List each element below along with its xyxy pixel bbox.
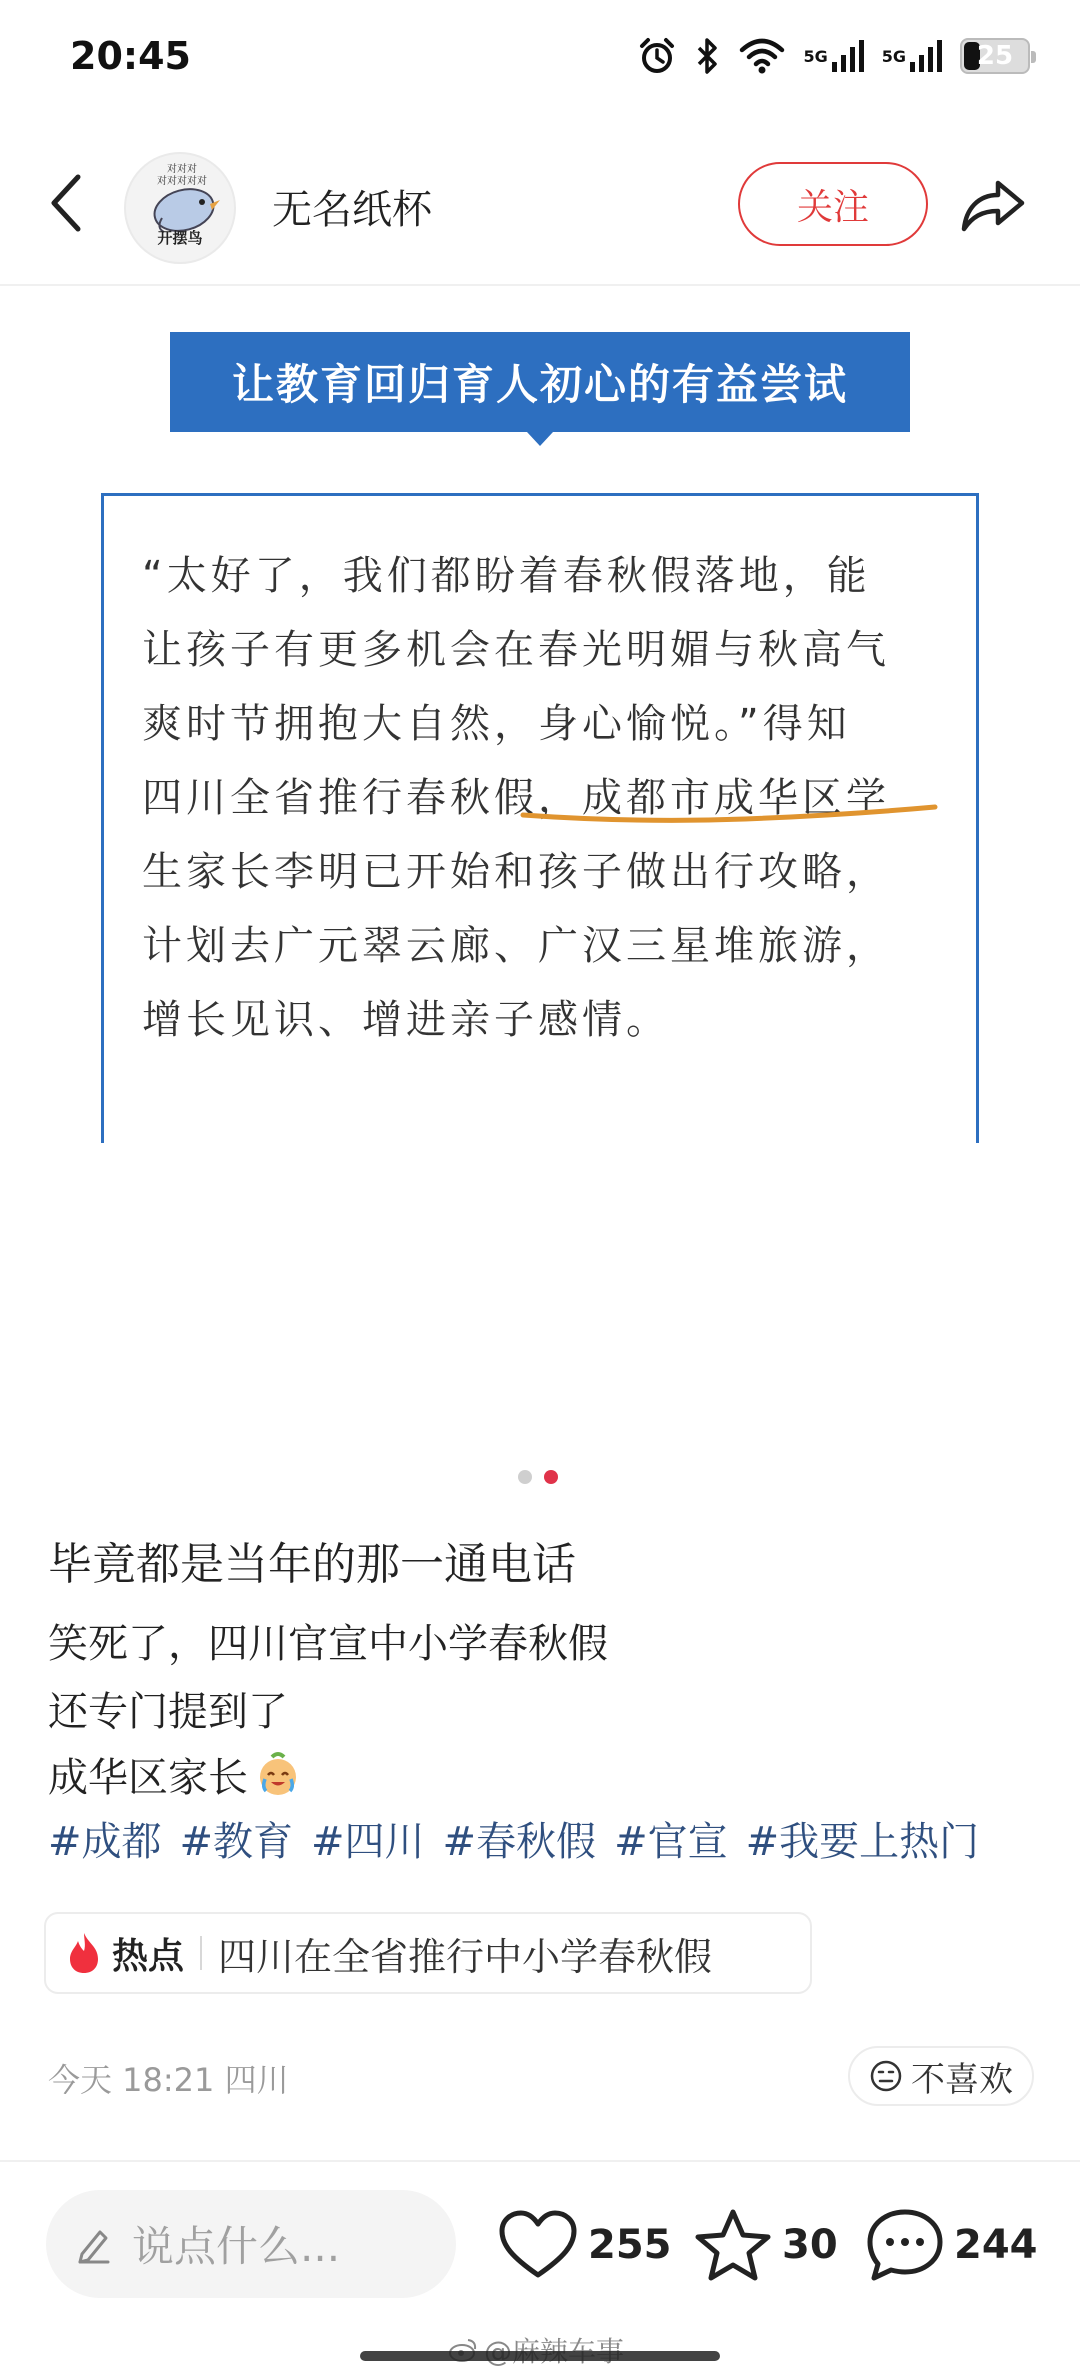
post-text-line: 笑死了，四川官宣中小学春秋假	[48, 1621, 608, 1667]
share-button[interactable]	[955, 170, 1031, 240]
banner-notch	[527, 432, 553, 446]
dislike-button[interactable]	[848, 2046, 1034, 2106]
crying-laughing-icon	[254, 1751, 302, 1799]
post-text-line: 还专门提到了	[48, 1689, 288, 1735]
flame-icon	[66, 1931, 102, 1975]
hashtag[interactable]: #官宣	[614, 1819, 728, 1865]
signal-5g-icon	[803, 38, 863, 74]
chevron-left-icon	[48, 173, 84, 233]
bluetooth-icon	[695, 36, 721, 76]
svg-text:对对对: 对对对	[167, 164, 197, 175]
banner-title: 让教育回归育人初心的有益尝试	[170, 332, 910, 432]
author-name[interactable]: 无名纸杯	[272, 187, 432, 233]
quote-line: 增长见识、增进亲子感情。	[142, 997, 670, 1043]
quote-line: 让孩子有更多机会在春光明媚与秋高气	[142, 627, 890, 673]
follow-button[interactable]: 关注	[738, 162, 928, 246]
neutral-face-icon	[869, 2059, 903, 2093]
pencil-icon	[74, 2224, 114, 2264]
battery-icon	[960, 38, 1030, 74]
avatar[interactable]	[124, 152, 236, 264]
pager-dot[interactable]	[518, 1470, 532, 1484]
watermark	[448, 2330, 624, 2370]
home-indicator[interactable]	[360, 2351, 720, 2361]
quote-line: 四川全省推行春秋假，成都市成华区学	[142, 775, 890, 821]
post-meta: 今天 18:21 四川	[48, 2061, 289, 2099]
quote-line: 计划去广元翠云廊、广汉三星堆旅游，	[142, 923, 890, 969]
comment-bubble-icon	[866, 2208, 944, 2282]
favorite-count: 30	[782, 2222, 838, 2268]
hashtag-list	[48, 1810, 979, 1867]
battery-level: 25	[976, 41, 1014, 71]
network-label: 5G	[881, 46, 906, 66]
divider	[0, 2160, 1080, 2162]
image-pager	[518, 1470, 558, 1484]
hot-topic-text: 四川在全省推行中小学春秋假	[218, 1934, 713, 1979]
comment-placeholder: 说点什么...	[132, 2222, 341, 2271]
post-title: 毕竟都是当年的那一通电话	[48, 1539, 576, 1590]
hot-topic-label: 热点	[112, 1935, 185, 1977]
quote-line: 爽时节拥抱大自然，身心愉悦。”得知	[142, 701, 851, 747]
comment-input[interactable]	[46, 2190, 456, 2298]
dislike-label: 不喜欢	[911, 2059, 1013, 2100]
post-image[interactable]	[0, 300, 1080, 1150]
quote-line: “太好了，我们都盼着春秋假落地，能	[142, 553, 871, 599]
svg-text:对对对对对: 对对对对对	[157, 176, 207, 187]
status-bar	[0, 0, 1080, 118]
hashtag[interactable]: #四川	[311, 1819, 425, 1865]
watermark-text	[484, 2330, 624, 2370]
back-button[interactable]	[36, 168, 96, 238]
post-text-line: 成华区家长	[48, 1755, 248, 1801]
post-text-line-3	[48, 1746, 302, 1803]
hashtag[interactable]: #我要上热门	[745, 1819, 980, 1865]
highlight-underline	[515, 797, 945, 827]
divider	[0, 284, 1080, 286]
wifi-icon	[739, 38, 785, 74]
heart-icon	[498, 2209, 578, 2281]
comment-count: 244	[954, 2222, 1038, 2268]
hot-topic-card[interactable]	[44, 1912, 812, 1994]
share-icon	[960, 177, 1026, 233]
alarm-icon	[637, 36, 677, 76]
signal-5g-icon	[882, 38, 942, 74]
status-icons	[637, 36, 1030, 76]
hashtag[interactable]: #春秋假	[442, 1819, 597, 1865]
like-button[interactable]	[498, 2200, 672, 2290]
hashtag[interactable]: #成都	[48, 1819, 162, 1865]
pager-dot-active[interactable]	[544, 1470, 558, 1484]
comment-button[interactable]	[866, 2200, 1038, 2290]
divider	[200, 1936, 202, 1970]
star-icon	[694, 2208, 772, 2282]
status-time: 20:45	[70, 34, 191, 78]
network-label: 5G	[803, 46, 828, 66]
avatar-caption: 开摆鸟	[157, 229, 203, 247]
like-count: 255	[588, 2222, 672, 2268]
favorite-button[interactable]	[694, 2200, 838, 2290]
hashtag[interactable]: #教育	[179, 1819, 294, 1865]
post-header	[0, 140, 1080, 270]
quote-line: 生家长李明已开始和孩子做出行攻略，	[142, 849, 890, 895]
